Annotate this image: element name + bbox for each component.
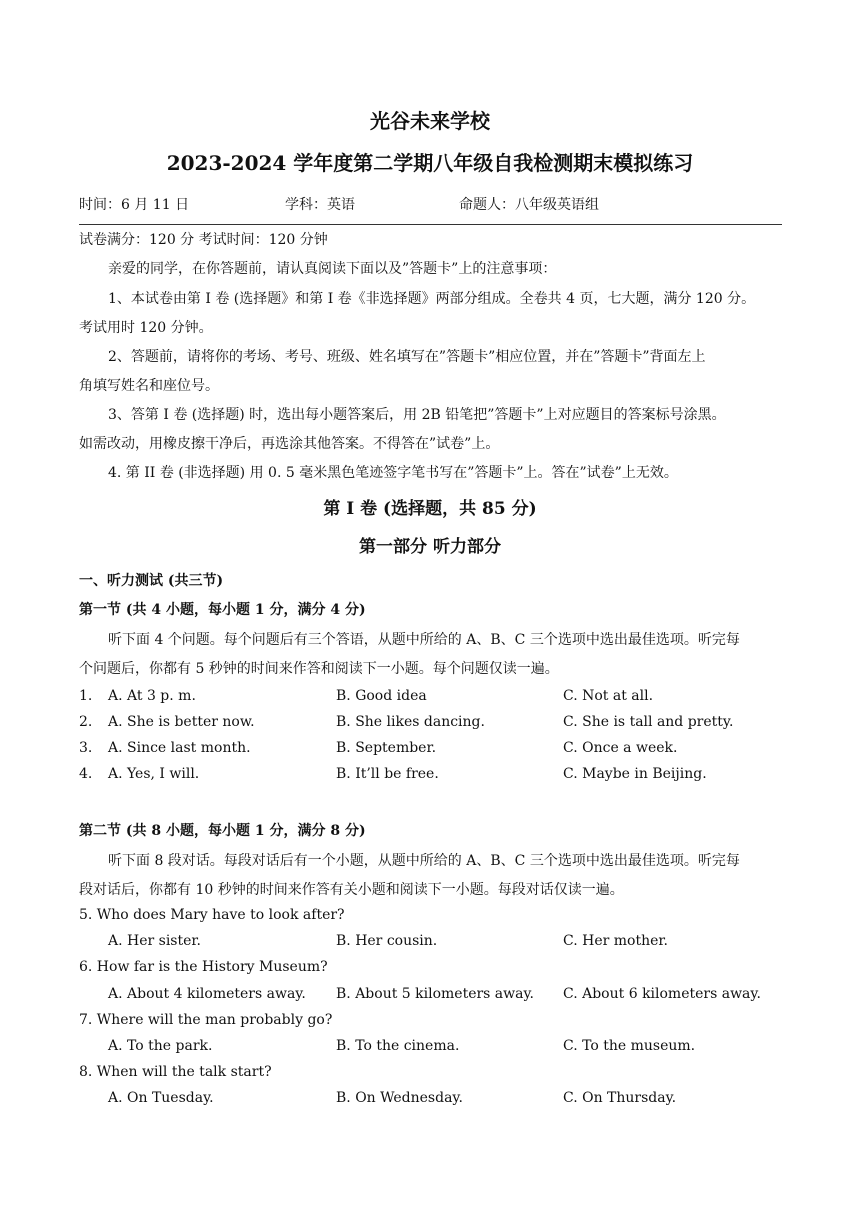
notice-item-3: 3、答第 I 卷 (选择题) 时，选出每小题答案后，用 2B 铅笔把”答题卡”上对应题目的答案标号涂黑。 [108,407,726,423]
question-number: 1. [79,688,93,704]
question-number: 2. [79,714,93,730]
option-c: C. About 6 kilometers away. [563,986,761,1002]
option-a: A. About 4 kilometers away. [108,986,306,1002]
option-c: C. She is tall and pretty. [563,714,734,730]
notice-intro: 亲爱的同学，在你答题前，请认真阅读下面以及”答题卡”上的注意事项： [108,261,557,277]
volume-title: 第 I 卷 (选择题，共 85 分) [323,499,537,519]
notice-item-1: 1、本试卷由第 I 卷 (选择题》和第 I 卷《非选择题》两部分组成。全卷共 4 页，七大题，满分 120 分。 [108,291,756,307]
part2-instructions-cont: 段对话后，你都有 10 秒钟的时间来作答有关小题和阅读下一小题。每段对话仅读一遍。 [79,882,624,898]
part-title: 第一部分 听力部分 [359,537,501,557]
option-a: A. Since last month. [108,740,251,756]
header-divider [79,224,782,225]
part1-instructions: 听下面 4 个问题。每个问题后有三个答语，从题中所给的 A、B、C 三个选项中选出最佳选项。听完每 [108,632,740,648]
option-a: A. At 3 p. m. [108,688,196,704]
exam-title: 2023-2024 学年度第二学期八年级自我检测期末模拟练习 [166,151,694,175]
option-a: A. She is better now. [108,714,255,730]
option-a: A. To the park. [108,1038,213,1054]
option-a: A. On Tuesday. [108,1090,214,1106]
option-b: B. September. [336,740,437,756]
question-stem: 6. How far is the History Museum? [79,959,328,975]
notice-item-3-cont: 如需改动，用橡皮擦干净后，再选涂其他答案。不得答在”试卷”上。 [79,436,500,452]
score-time-info: 试卷满分：120 分 考试时间：120 分钟 [79,232,328,248]
question-stem: 5. Who does Mary have to look after? [79,907,345,923]
notice-item-4: 4. 第 II 卷 (非选择题) 用 0. 5 毫米黑色笔迹签字笔书写在”答题卡”上。答在”试卷”上无效。 [108,465,678,481]
option-b: B. It’ll be free. [336,766,439,782]
section-heading: 一、听力测试 (共三节) [79,573,224,589]
option-a: A. Yes, I will. [108,766,200,782]
option-c: C. Once a week. [563,740,678,756]
question-number: 4. [79,766,93,782]
option-c: C. Her mother. [563,933,668,949]
question-stem: 7. Where will the man probably go? [79,1012,333,1028]
question-stem: 8. When will the talk start? [79,1064,272,1080]
option-b: B. Good idea [336,688,427,704]
part1-heading: 第一节 (共 4 小题，每小题 1 分，满分 4 分) [79,602,366,618]
part1-instructions-cont: 个问题后，你都有 5 秒钟的时间来作答和阅读下一小题。每个问题仅读一遍。 [79,661,559,677]
notice-item-2-cont: 角填写姓名和座位号。 [79,378,219,394]
exam-author: 命题人：八年级英语组 [459,197,599,213]
option-b: B. She likes dancing. [336,714,485,730]
part2-heading: 第二节 (共 8 小题，每小题 1 分，满分 8 分) [79,823,366,839]
option-c: C. Maybe in Beijing. [563,766,707,782]
option-c: C. To the museum. [563,1038,696,1054]
notice-item-1-cont: 考试用时 120 分钟。 [79,320,213,336]
school-name: 光谷未来学校 [370,109,490,133]
option-b: B. To the cinema. [336,1038,460,1054]
option-b: B. Her cousin. [336,933,438,949]
part2-instructions: 听下面 8 段对话。每段对话后有一个小题，从题中所给的 A、B、C 三个选项中选出最佳选项。听完每 [108,853,740,869]
option-b: B. On Wednesday. [336,1090,463,1106]
option-c: C. Not at all. [563,688,654,704]
option-b: B. About 5 kilometers away. [336,986,534,1002]
exam-subject: 学科：英语 [285,197,355,213]
option-c: C. On Thursday. [563,1090,677,1106]
exam-date: 时间：6 月 11 日 [79,197,190,213]
notice-item-2: 2、答题前，请将你的考场、考号、班级、姓名填写在”答题卡”相应位置，并在”答题卡”背面左上 [108,349,706,365]
option-a: A. Her sister. [108,933,202,949]
question-number: 3. [79,740,93,756]
